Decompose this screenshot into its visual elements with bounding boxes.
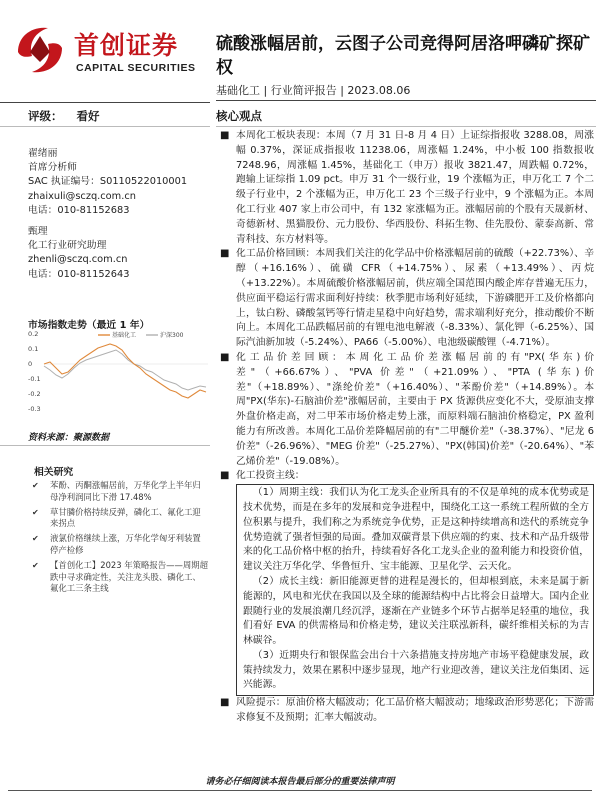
svg-text:-0.2: -0.2	[28, 390, 41, 398]
square-bullet-icon: ■	[220, 470, 230, 482]
theme-property: （3）近期央行和银保监会出台十六条措施支持房地产市场平稳健康发展，政策持续发力，效果在累积中逐步显现，地产行业迎改善，建议关注龙佰集团、远兴能源。	[243, 649, 589, 691]
basic-chemical-series-line	[44, 344, 206, 398]
checkmark-icon: ✔	[32, 534, 39, 544]
svg-text:0.2: 0.2	[28, 330, 39, 338]
analyst-phone: 电话：010-81152683	[28, 204, 130, 216]
theme-cycle: （1）周期主线：我们认为化工龙头企业所具有的不仅是单纯的成本优势或是技术优势，而是在多年的发展和竞争进程中，围绕化工这一系统工程所做的全方位积累与提升，我们称之为系统竞争优势，正是这种持续增高和迭代的系统竞争优势造就了强者恒强的局面。叠加双碳背景下供应端的约束、技术和产品升级带来的化工品价格中枢的抬升，持续看好各化工龙头企业的盈利能力和投资价值，建议关注万华化学、华鲁恒升、宝丰能源、卫星化学、云天化。	[243, 487, 589, 573]
legal-notice: 请务必仔细阅读本报告最后部分的重要法律声明	[205, 777, 395, 787]
square-bullet-icon: ■	[220, 351, 230, 363]
analyst-title: 首席分析师	[28, 162, 77, 174]
brand-logo	[12, 22, 202, 82]
analyst-name: 甄理	[28, 226, 48, 237]
capital-securities-logo-icon	[12, 22, 68, 78]
report-title: 硫酸涨幅居前，云图子公司竞得阿居洛呷磷矿探矿权	[216, 34, 590, 78]
brand-name-cn: 首创证券	[74, 31, 179, 60]
svg-text:-0.1: -0.1	[28, 375, 41, 383]
market-index-chart	[28, 330, 212, 426]
svg-text:0.1: 0.1	[28, 345, 39, 353]
core-views-divider	[216, 126, 596, 127]
chart-legend	[98, 331, 184, 339]
investment-themes-box	[236, 484, 594, 696]
rating-value: 看好	[76, 109, 100, 123]
chart-y-ticks	[28, 330, 41, 413]
svg-text:沪深300: 沪深300	[160, 332, 184, 339]
section-price-review: ■ 化工品价格回顾：本周我们关注的化学品中价格涨幅居前的硫酸（+22.73%）、辛醇（+16.16%）、硫磺 CFR（+14.75%）、尿素（+13.49%）、丙烷（+13.22%）。本周硫酸价格涨幅居前，供应端全国范围内酸企库存普遍无压力，供应面平稳运行需求面利好持续：秋季肥市场利好延续，下游磷肥开工及价格都向上，钛白粉、磷酸氢钙等行情走星稳中向好趋势，需求端利好充分，推动酸价不断向上。本周化工品跌幅居前的有锂电池电解液（-8.33%）、氯化钾（-6.25%）、国际汽油新加坡（-5.24%）、PA66（-5.00%）、电池级碳酸锂（-4.71%）。	[220, 248, 594, 349]
analyst-card-2	[28, 225, 130, 282]
checkmark-icon: ✔	[32, 481, 39, 490]
section-spread-review: ■ 化工品价差回顾：本周化工品价差涨幅居前的有"PX(华东)价差"（+66.67%）、"PVA 价差"（+21.09%）、"PTA (华东)价差"（+18.89%）、"涤纶价差"（+16.40%）、"苯酚价差"（+14.89%）。本周"PX(华东)-石脑油价差"涨幅居前，主要由于 PX 货源供应变化不大，受原油支撑外盘价格走高，对二甲苯市场价格走势上涨，而原料端石脑油价格稳定，PX 盈利能力有所改善。本周化工品价差降幅居前的有"二甲醚价差"（-38.37%）、"尼龙 6 价差"（-26.96%）、"MEG 价差"（-25.27%）、"PX(韩国)价差"（-20.64%）、"苯乙烯价差"（-19.08%）。	[220, 351, 594, 467]
related-item[interactable]: ✔ 【首创化工】2023 年策略报告——周期超跌中寻求确定性，关注龙头股、磷化工、氟化工三条主线	[32, 559, 208, 594]
related-research-title: 相关研究	[34, 467, 74, 478]
analyst-phone: 电话：010-81152643	[28, 268, 130, 280]
header-divider	[216, 100, 596, 101]
svg-text:基础化工: 基础化工	[112, 332, 137, 339]
square-bullet-icon: ■	[220, 697, 230, 709]
related-item[interactable]: ✔ 苯酚、丙酮涨幅居前，万华化学上半年归母净利润同比下滑 17.48%	[32, 480, 201, 502]
analyst-email[interactable]: zhenli@sczq.com.cn	[28, 254, 128, 266]
core-views-body	[218, 129, 594, 726]
analyst-license: SAC 执证编号：S0110522010001	[28, 176, 188, 188]
square-bullet-icon: ■	[220, 130, 230, 141]
hs300-series-line	[44, 350, 206, 390]
related-item[interactable]: ✔ 草甘膦价格持续反弹，磷化工、氟化工迎来拐点	[32, 506, 201, 529]
analyst-title: 化工行业研究助理	[28, 240, 107, 252]
chart-source: 资料来源：聚源数据	[28, 433, 110, 443]
core-views-title: 核心观点	[216, 109, 262, 123]
rating-divider	[0, 126, 210, 127]
rating-label: 评级：	[28, 109, 63, 123]
left-top-divider	[0, 102, 210, 103]
analyst-name: 翟绪丽	[28, 148, 58, 159]
theme-growth: （2）成长主线：新旧能源更替的进程是漫长的，但却根到底，未来是属于新能源的，风电和光伏在我国以及全球的能源结构中占比将会日益增大。国内企业跟随行业的发展浪潮几经沉浮，逐渐在产业链多个环节占据举足轻重的地位，我们看好 EVA 的供需格局和价格走势，建议关注联泓新科，碳纤维相关标的为吉林碳谷。	[243, 575, 589, 647]
report-meta: 基础化工 | 行业简评报告 | 2023.08.06	[216, 84, 411, 97]
svg-text:-0.3: -0.3	[28, 405, 41, 413]
brand-name-en: CAPITAL SECURITIES	[76, 62, 196, 74]
square-bullet-icon: ■	[220, 248, 230, 260]
analyst-card-1	[28, 147, 187, 218]
chart-divider	[0, 445, 210, 446]
analyst-email[interactable]: zhaixuli@sczq.com.cn	[28, 190, 136, 202]
svg-text:0: 0	[28, 360, 33, 368]
checkmark-icon: ✔	[32, 507, 39, 517]
section-risk-warning: ■ 风险提示：原油价格大幅波动；化工品价格大幅波动；地缘政治形势恶化；下游需求修复不及预期；汇率大幅波动。	[220, 697, 594, 724]
section-market-performance: ■ 本周化工板块表现：本周（7 月 31 日-8 月 4 日）上证综指报收 3288.08，周涨幅 0.37%，深证成指报收 11238.06，周涨幅 1.24%，中小板 100 指数报收 7248.96，周涨幅 1.45%，基础化工（申万）报收 3821.47，周跌幅 0.72%，跑输上证综指 1.09 pct。申万 31 个一级行业，19 个涨幅为正，申万化工 7 个二级子行业中，2 个涨幅为正，申万化工 23 个三级子行业中，9 个涨幅为正。本周化工行业 407 家上市公司中，有 132 家涨幅为正。涨幅居前的个股有天晟新材、奇德新材、黑猫股份、元力股份、华西股份、科拓生物、佳先股份、蒙泰高新、常青科技、东方材料等。	[220, 130, 594, 245]
market-chart-title: 市场指数走势（最近 1 年）	[28, 320, 150, 331]
related-item[interactable]: ✔ 液氯价格继续上涨，万华化学匈牙利装置停产检修	[32, 533, 201, 555]
footer-divider	[8, 790, 592, 791]
checkmark-icon: ✔	[32, 560, 39, 570]
section-investment-themes-title: ■ 化工投资主线：	[218, 469, 594, 484]
related-research-list	[28, 480, 208, 598]
rating	[28, 108, 114, 124]
